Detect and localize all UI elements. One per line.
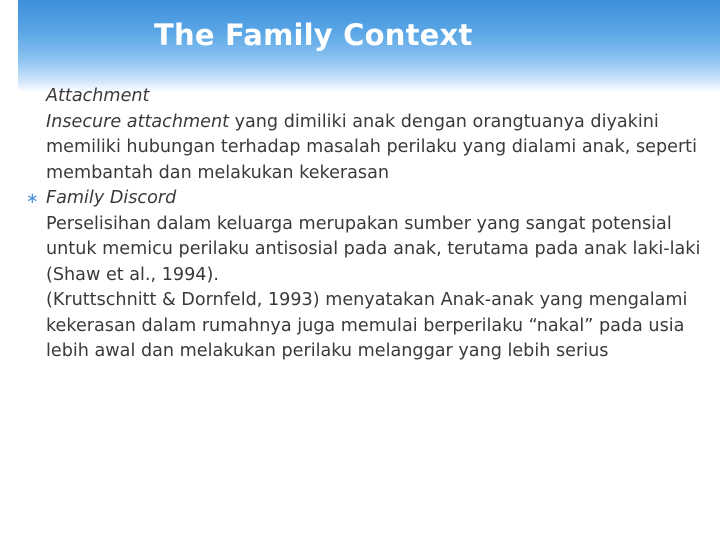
paragraph-text: yang dimiliki anak dengan orangtuanya diyakini memiliki hubungan terhadap masalah perilaku yang dialami anak, seperti membantah dan melakukan kekerasan [46, 111, 697, 183]
section-heading: Family Discord [46, 188, 177, 208]
section-paragraph: Perselisihan dalam keluarga merupakan sumber yang sangat potensial untuk memicu perilaku antisosial pada anak, terutama pada anak laki-laki (Shaw et al., 1994). [46, 213, 701, 285]
slide-title: The Family Context [154, 18, 473, 52]
section-heading: Attachment [46, 86, 150, 106]
slide-body [26, 84, 710, 365]
section-family-discord [26, 186, 710, 365]
bullet-icon: ∗ [26, 189, 39, 207]
section-attachment [26, 84, 710, 186]
italic-term: Insecure attachment [46, 111, 229, 132]
section-paragraph: (Kruttschnitt & Dornfeld, 1993) menyatakan Anak-anak yang mengalami kekerasan dalam rumahnya juga memulai berperilaku “nakal” pada usia lebih awal dan melakukan perilaku melanggar yang lebih serius [46, 290, 688, 361]
section-paragraph [46, 110, 710, 187]
